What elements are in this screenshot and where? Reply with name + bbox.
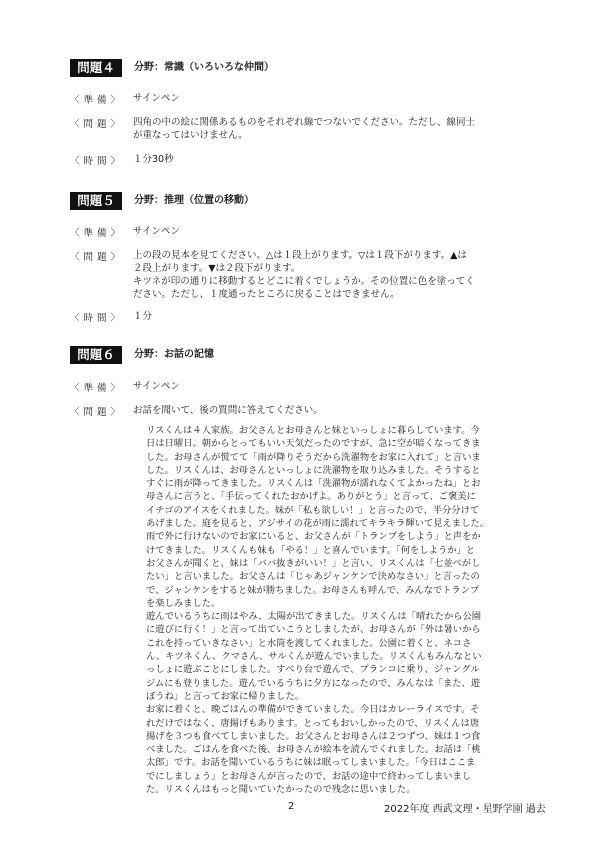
problem-5-prep: サインペン (133, 226, 180, 237)
story-line: た。リスくんはもっと聞いていたかったので残念に思いました。 (146, 784, 416, 796)
story-line: けてきました。リスくんも妹も「やる！」と喜んでいます。「何をしようか」と (146, 544, 476, 556)
story-line: に遊びに行く！」と言って出ていこうとしましたが、お母さんが「外は暑いから (146, 624, 481, 636)
page-number: 2 (288, 801, 295, 812)
story-line: 母さんに言うと、「手伝ってくれたおかげよ。ありがとう」と言って、ご褒美に (146, 491, 476, 503)
question-line: 上の段の見本を見てください。△は１段上がります。▽は１段下がります。▲は (133, 250, 467, 261)
story-line: でにしましょう」とお母さんが言ったので、お話の途中で終わってしまいまし (146, 770, 472, 782)
story-line: お家に着くと、晩ごはんの準備ができていました。今日はカレーライスです。そ (146, 704, 480, 716)
story-line: 雨で外に行けないのでお家にいると、お父さんが「トランプをしよう」と声をか (146, 531, 481, 543)
story-line: 太郎」です。お話を聞いているうちに妹は眠ってしまいました。「今日はここま (146, 757, 476, 769)
problem-6-prep: サインペン (133, 381, 180, 392)
problem-4-question (133, 116, 475, 142)
problem-5-question-label: 〈 問 題 〉 (70, 252, 121, 263)
problem-6-prep-label: 〈 準 備 〉 (70, 383, 121, 394)
story-line: これを持っていきなさい」と水筒を渡してくれました。公園に着くと、ネコさ (146, 637, 472, 649)
story-line: あげました。庭を見ると、アジサイの花が雨に濡れてキラキラ輝いて見えました。 (146, 518, 489, 530)
problem-4-question-label: 〈 問 題 〉 (70, 119, 121, 130)
question-line: ださい。ただし、１度通ったところに戻ることはできません。 (133, 289, 400, 300)
question-line: キツネが印の通りに移動するとどこに着くでしょうか。その位置に色を塗ってく (133, 276, 475, 287)
story-line: リスくんは４人家族。お父さんとお母さんと妹といっしょに暮らしています。今 (146, 425, 480, 436)
problem-4-badge: 問題４ (70, 59, 122, 77)
problem-6-question: お話を聞いて、後の質問に答えてください。 (133, 405, 323, 416)
problem-5-badge: 問題５ (70, 192, 122, 210)
story-line: した。お母さんが慌てて「雨が降りそうだから洗濯物をお家に入れて」と言いま (146, 451, 481, 463)
story-text (146, 424, 526, 796)
story-line: イチゴのアイスをくれました。妹が「私も欲しい！」と言ったので、半分分けて (146, 504, 480, 516)
story-line: 遊んでいるうちに雨はやみ、太陽が出てきました。リスくんは「晴れたから公園 (146, 611, 482, 623)
problem-4-prep-label: 〈 準 備 〉 (70, 95, 121, 106)
problem-6-question-label: 〈 問 題 〉 (70, 407, 121, 418)
problem-6-badge: 問題６ (70, 346, 122, 364)
problem-5-question (133, 249, 475, 301)
problem-4-prep: サインペン (133, 93, 180, 104)
problem-5-time: １分 (133, 311, 153, 322)
story-line: で、ジャンケンをすると妹が勝ちました。お母さんも呼んで、みんなでトランプ (146, 584, 480, 596)
story-line: ジムにも登りました。遊んでいるうちに夕方になったので、みんなは「また、遊 (146, 677, 481, 689)
problem-6-field: 分野：お話の記憶 (134, 349, 214, 360)
problem-5-time-label: 〈 時 間 〉 (70, 313, 121, 324)
question-line: 四角の中の絵に関係あるものをそれぞれ線でつないでください。ただし、線同士 (133, 117, 476, 128)
story-line: 日は日曜日。朝からとってもいい天気だったのですが、急に空が暗くなってきま (146, 438, 481, 450)
problem-4-field: 分野：常識（いろいろな仲間） (134, 62, 274, 73)
story-line: ぼうね」と言ってお家に帰りました。 (146, 690, 305, 702)
story-line: すぐに雨が降ってきました。リスくんは「洗濯物が濡れなくてよかったね」とお (146, 478, 481, 490)
story-line: べました。ごはんを食べた後、お母さんが絵本を読んでくれました。お話は「桃 (146, 744, 481, 756)
problem-4-time-label: 〈 時 間 〉 (70, 156, 121, 167)
story-line: 揚げを３つも食べてしまいました。お父さんとお母さんは２つずつ、妹は１つ食 (146, 730, 481, 742)
question-line: ２段上がります。▼は２段下がります。 (133, 263, 301, 274)
question-line: が重なってはいけません。 (133, 130, 248, 141)
problem-4-time: １分30秒 (133, 154, 174, 165)
footer-title: 2022年度 西武文理・星野学園 過去 (384, 804, 546, 815)
story-line: れだけではなく、唐揚げもあります。とってもおいしかったので、リスくんは唐 (146, 717, 480, 729)
story-line: ん、キツネくん、クマさん、サルくんが遊んでいました。リスくんもみんなとい (146, 651, 482, 663)
story-line: っしょに遊ぶことにしました。すべり台で遊んで、ブランコに乗り、ジャングル (146, 664, 480, 676)
problem-5-field: 分野：推理（位置の移動） (134, 195, 254, 206)
story-line: たい」と言いました。お父さんは「じゃあジャンケンで決めなさい」と言ったの (146, 571, 480, 583)
story-line: した。リスくんは、お母さんといっしょに洗濯物を取り込みました。そうすると (146, 464, 481, 476)
story-line: を楽しみました。 (146, 597, 221, 609)
problem-5-prep-label: 〈 準 備 〉 (70, 228, 121, 239)
story-line: お父さんが聞くと、妹は「ババ抜きがいい！」と言い、リスくんは「七並べがし (146, 557, 481, 569)
